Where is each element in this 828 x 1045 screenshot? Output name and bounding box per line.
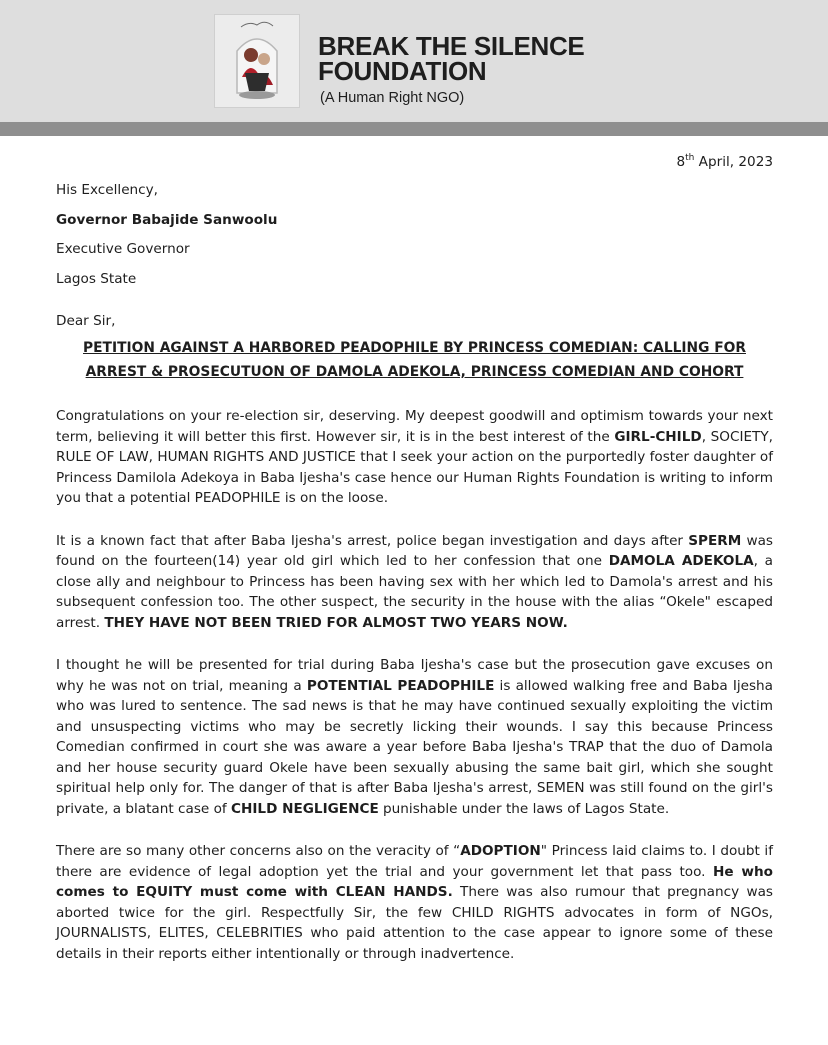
p2-bold-f: THEY HAVE NOT BEEN TRIED FOR ALMOST TWO YEARS NOW. — [104, 614, 568, 631]
p1-text-c: , SOCIETY, RULE OF LAW, HUMAN RIGHTS AND JUSTICE that I seek your action on the purportedly foster daughter of Princess Damilola Adekoya in Baba Ijesha's case hence our Human Rights Foundation is writing to inform you that a potential PEADOPHILE is on the loose. — [56, 428, 773, 506]
p4-text-a: There are so many other concerns also on the veracity of “ — [56, 843, 461, 859]
p2-bold-d: DAMOLA ADEKOLA — [608, 553, 754, 569]
letter-date — [56, 152, 773, 172]
paragraph-1 — [56, 406, 773, 509]
subject-line-1: PETITION AGAINST A HARBORED PEADOPHILE BY PRINCESS COMEDIAN: CALLING FOR — [83, 340, 746, 356]
p2-text-e: , a close ally and neighbour to Princess has been having sex with her which led to Damola's arrest and his subsequent confession too. The other suspect, the security in the house with the alias “Okele" escaped arrest. — [56, 553, 773, 631]
organization-name-line-2: FOUNDATION — [318, 56, 487, 86]
p4-bold-d: He who comes to EQUITY must come with CLEAN HANDS. — [56, 863, 773, 900]
date-month-year: April, 2023 — [694, 154, 773, 170]
date-day: 8 — [676, 154, 686, 170]
p3-text-c: is allowed walking free and Baba Ijesha who was lured to sentence. The sad news is that he may have continued sexually exploiting the victim and unsuspecting victims who may be secretly licking their wounds. I say this because Princess Comedian confirmed in court she was aware a year before Baba Ijesha's TRAP that the duo of Damola and her house security guard Okele have been sexually abusing the same bait girl, which she sought spiritual help only for. The danger of that is after Baba Ijesha's arrest, SEMEN was still found on the girl's private, a blatant case of — [56, 677, 774, 817]
paragraph-3 — [56, 655, 773, 819]
p4-text-e: There was also rumour that pregnancy was aborted twice for the girl. Respectfully Sir, the few CHILD RIGHTS advocates in form of NGOs, JOURNALISTS, ELITES, CELEBRITIES who paid attention to the case appear to ignore some of these details in their reports either intentionally or through inadvertence. — [56, 884, 773, 962]
p1-text-a: Congratulations on your re-election sir, deserving. My deepest goodwill and optimism towards your next term, believing it will better this first. However sir, it is in the best interest of the — [56, 408, 773, 445]
p3-bold-d: CHILD NEGLIGENCE — [231, 800, 379, 817]
organization-name-line-1: BREAK THE SILENCE — [318, 31, 585, 61]
address-line-4: Lagos State — [56, 270, 137, 287]
organization-subtitle: (A Human Right NGO) — [320, 90, 465, 106]
p4-text-c: " Princess laid claims to. I doubt if there are evidence of legal adoption yet the trial and your government let that pass too. — [56, 843, 773, 880]
p2-bold-b: SPERM — [688, 532, 742, 549]
p3-text-e: punishable under the laws of Lagos State. — [378, 800, 670, 817]
letter-body — [56, 152, 773, 964]
p2-text-c: was found on the fourteen(14) year old girl which led to her confession that one — [56, 532, 773, 569]
paragraph-2 — [56, 531, 773, 634]
date-suffix: th — [685, 153, 695, 163]
p2-text-a: It is a known fact that after Baba Ijesha's arrest, police began investigation and days after — [56, 532, 689, 549]
paragraph-4 — [56, 841, 773, 964]
p3-bold-b: POTENTIAL PEADOPHILE — [306, 677, 495, 694]
p3-text-a: I thought he will be presented for trial during Baba Ijesha's case but the prosecution gave excuses on why he was not on trial, meaning a — [56, 657, 773, 694]
address-line-2: Governor Babajide Sanwoolu — [56, 211, 278, 228]
p4-bold-b: ADOPTION — [460, 843, 541, 859]
organization-name — [318, 31, 648, 86]
address-line-1: His Excellency, — [56, 182, 159, 198]
subject-line-2: ARREST & PROSECUTUON OF DAMOLA ADEKOLA, PRINCESS COMEDIAN AND COHORT — [85, 364, 744, 380]
subject-heading — [56, 336, 773, 384]
salutation: Dear Sir, — [56, 313, 116, 329]
recipient-address — [56, 176, 773, 294]
letterhead-divider — [0, 122, 828, 136]
foundation-logo-icon — [214, 14, 300, 108]
p1-bold-b: GIRL-CHILD — [614, 428, 702, 445]
address-line-3: Executive Governor — [56, 241, 190, 257]
